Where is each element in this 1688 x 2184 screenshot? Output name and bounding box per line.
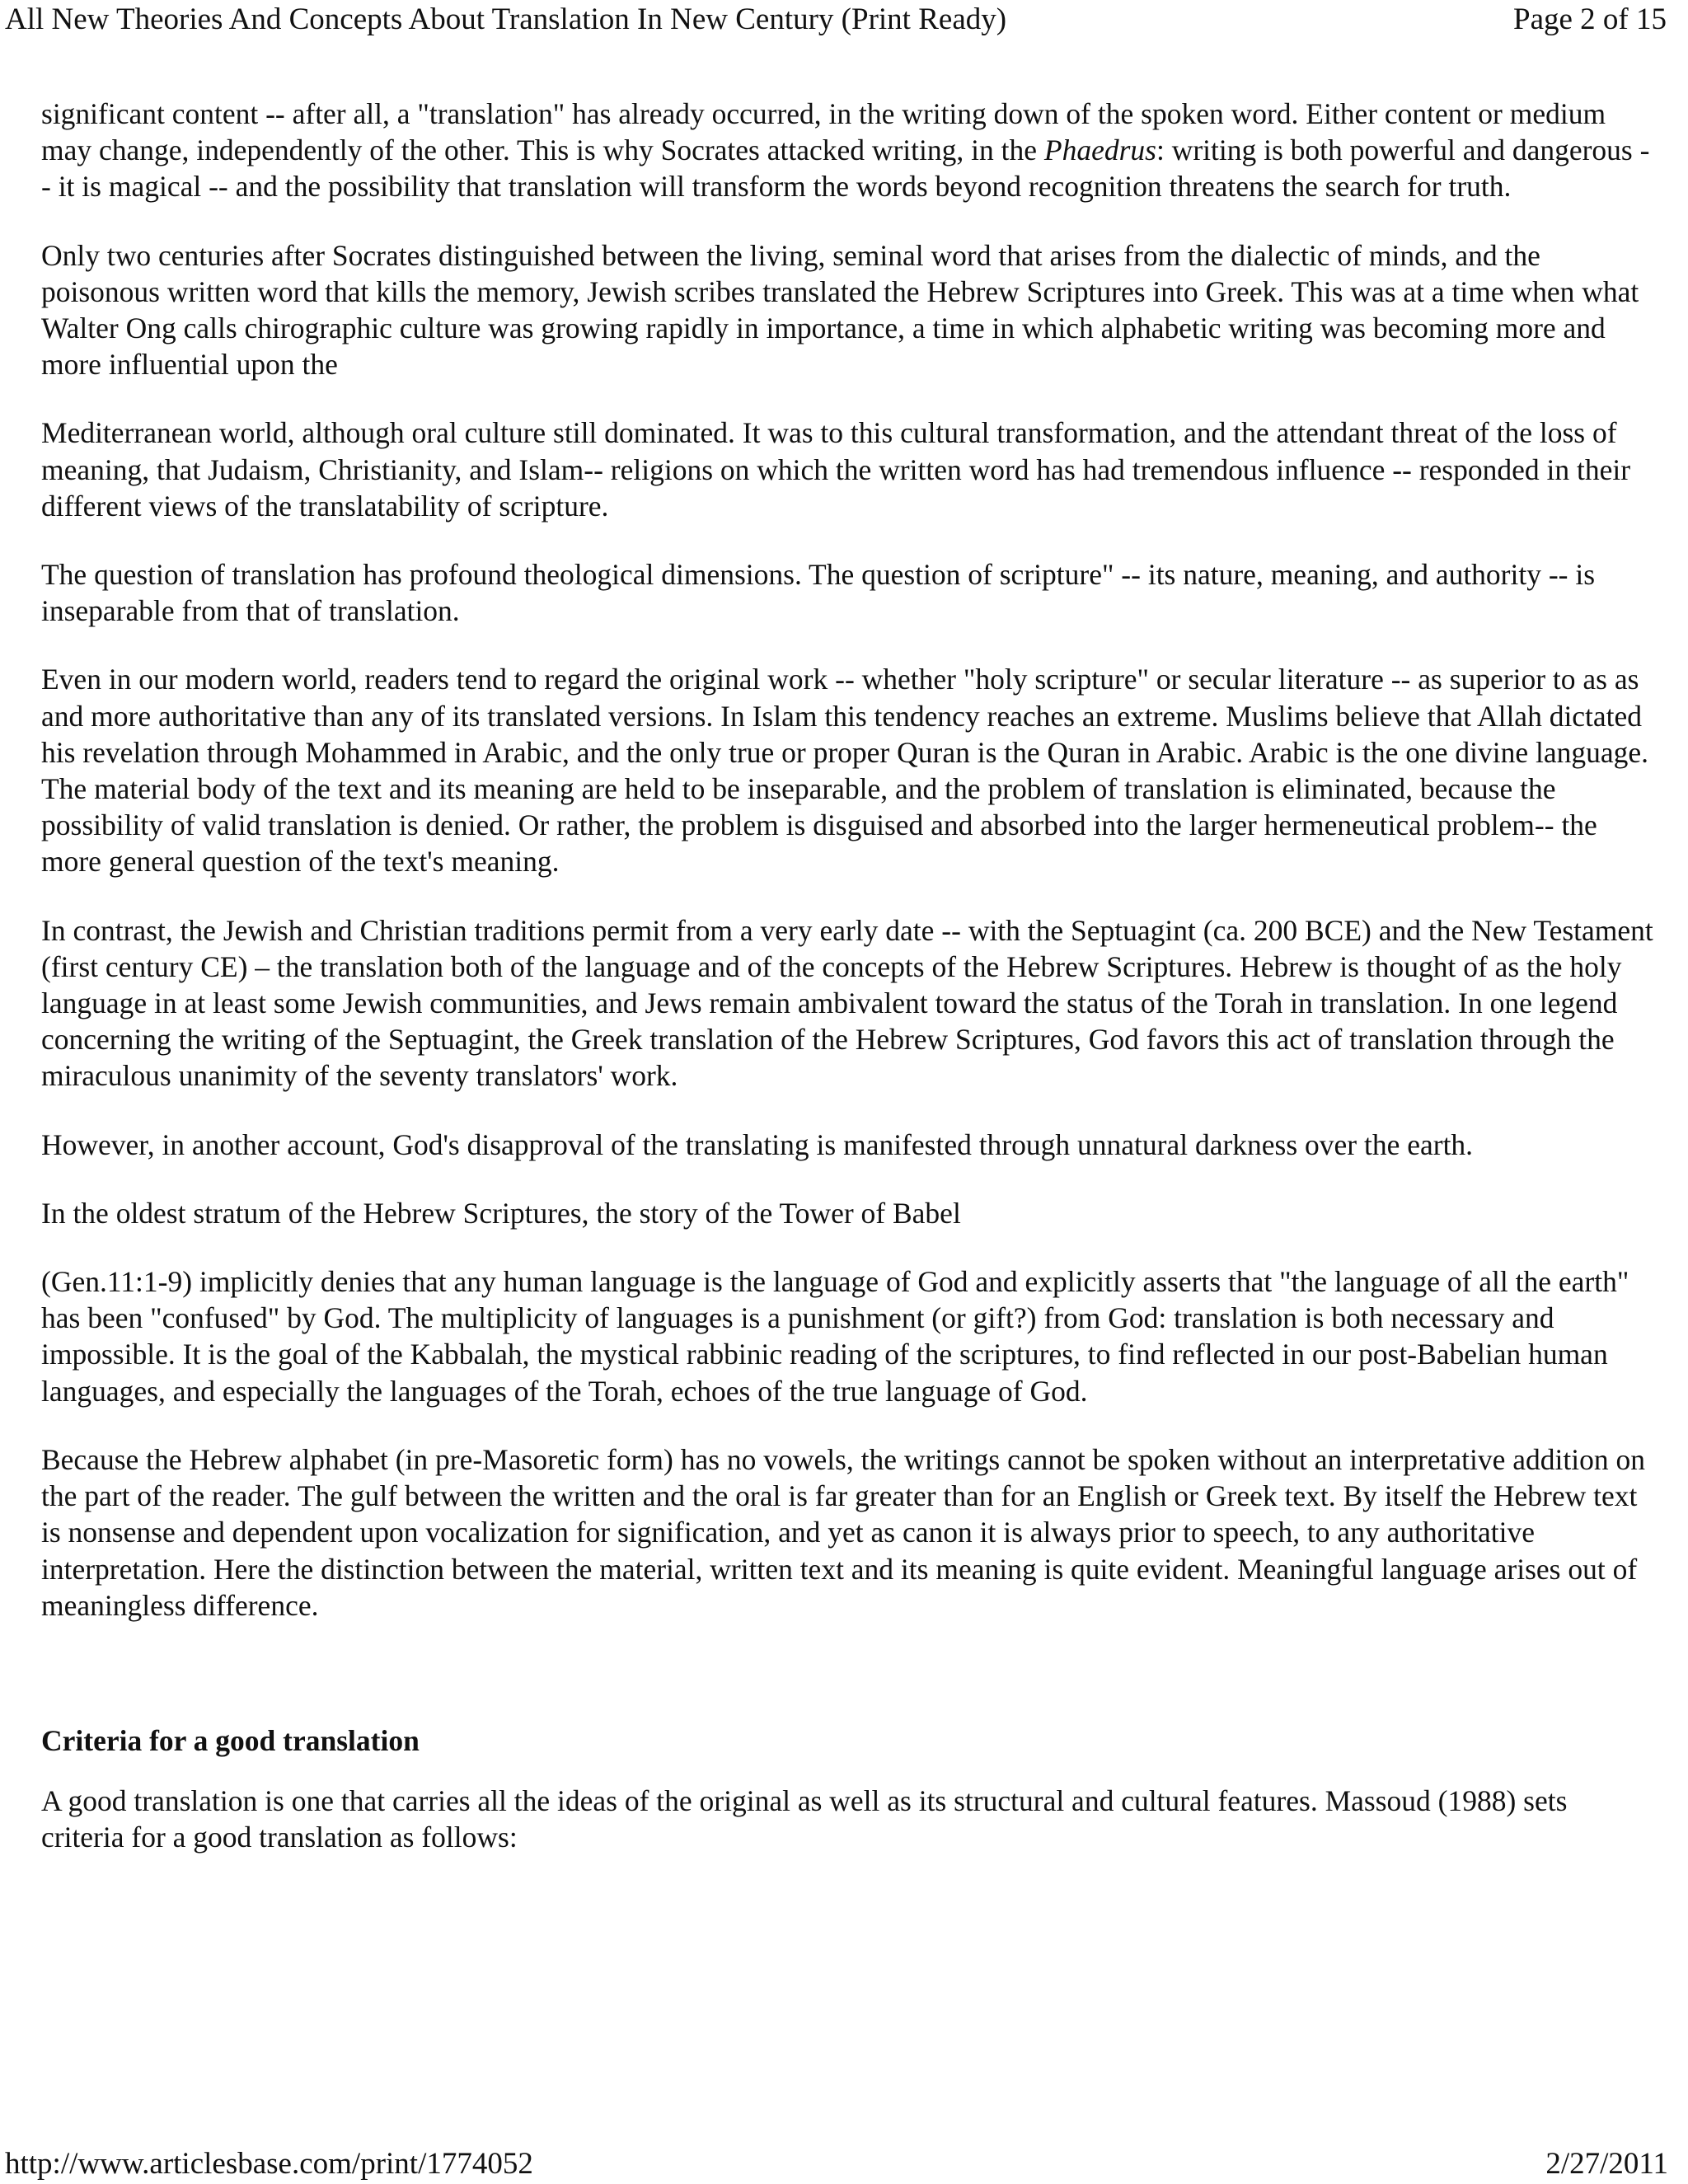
article-body	[41, 96, 1657, 1888]
print-footer	[0, 2146, 1688, 2184]
paragraph-7: However, in another account, God's disapproval of the translating is manifested through unnatural darkness over the earth.	[41, 1127, 1474, 1161]
paragraph-2: Only two centuries after Socrates distinguished between the living, seminal word that arises from the dialectic of minds, and the poisonous written word that kills the memory, Jewish scribes translated the Hebrew Scriptures into Greek. This was at a time when what Walter Ong calls chirographic culture was growing rapidly in importance, a time in which alphabetic writing was becoming more and more influential upon the	[41, 238, 1639, 382]
paragraph-5: Even in our modern world, readers tend to regard the original work -- whether "holy scripture" or secular literature -- as superior to as as and more authoritative than any of its translated versions. In Islam this tendency reaches an extreme. Muslims believe that Allah dictated his revelation through Mohammed in Arabic, and the only true or proper Quran is the Quran in Arabic. Arabic is the one divine language. The material body of the text and its meaning are held to be inseparable, and the problem of translation is eliminated, because the possibility of valid translation is denied. Or rather, the problem is disguised and absorbed into the larger hermeneutical problem-- the more general question of the text's meaning.	[41, 663, 1649, 879]
section-heading: Criteria for a good translation	[41, 1723, 420, 1757]
paragraph-11: A good translation is one that carries all the ideas of the original as well as its structural and cultural features. Massoud (1988) sets criteria for a good translation as follows:	[41, 1784, 1568, 1854]
paragraph-1	[41, 96, 1657, 205]
paragraph-8: In the oldest stratum of the Hebrew Scriptures, the story of the Tower of Babel	[41, 1196, 961, 1230]
paragraph-9: (Gen.11:1-9) implicitly denies that any human language is the language of God and explicitly asserts that "the language of all the earth" has been "confused" by God. The multiplicity of languages is a punishment (or gift?) from God: translation is both necessary and impossible. It is the goal of the Kabbalah, the mystical rabbinic reading of the scriptures, to find reflected in our post-Babelian human languages, and especially the languages of the Torah, echoes of the true language of God.	[41, 1265, 1629, 1408]
source-url: http://www.articlesbase.com/print/1774052	[5, 2147, 533, 2181]
paragraph-4: The question of translation has profound theological dimensions. The question of scripture" -- its nature, meaning, and authority -- is inseparable from that of translation.	[41, 558, 1596, 628]
paragraph-6: In contrast, the Jewish and Christian traditions permit from a very early date -- with the Septuagint (ca. 200 BCE) and the New Testament (first century CE) – the translation both of the language and of the concepts of the Hebrew Scriptures. Hebrew is thought of as the holy language in at least some Jewish communities, and Jews remain ambivalent toward the status of the Torah in translation. In one legend concerning the writing of the Septuagint, the Greek translation of the Hebrew Scriptures, God favors this act of translation through the miraculous unanimity of the seventy translators' work.	[41, 913, 1653, 1093]
paragraph-1-text-b: : writing is both powerful and dangerous -- it is magical -- and the possibility that translation will transform the words beyond recognition threatens the search for truth.	[41, 134, 1650, 204]
print-date: 2/27/2011	[1545, 2147, 1668, 2181]
paragraph-1-text-a: significant content -- after all, a "translation" has already occurred, in the writing down of the spoken word. Either content or medium may change, independently of the other. This is why Socrates attacked writing, in the	[41, 97, 1606, 167]
print-header	[0, 0, 1688, 43]
phaedrus-title: Phaedrus	[1043, 134, 1156, 167]
paragraph-3: Mediterranean world, although oral culture still dominated. It was to this cultural transformation, and the attendant threat of the loss of meaning, that Judaism, Christianity, and Islam-- religions on which the written word has had tremendous influence -- responded in their different views of the translatability of scripture.	[41, 416, 1631, 523]
paragraph-10: Because the Hebrew alphabet (in pre-Masoretic form) has no vowels, the writings cannot be spoken without an interpretative addition on the part of the reader. The gulf between the written and the oral is far greater than for an English or Greek text. By itself the Hebrew text is nonsense and dependent upon vocalization for signification, and yet as canon it is always prior to speech, to any authoritative interpretation. Here the distinction between the material, written text and its meaning is quite evident. Meaningful language arises out of meaningless difference.	[41, 1442, 1645, 1622]
page-indicator: Page 2 of 15	[1513, 2, 1667, 36]
document-title: All New Theories And Concepts About Translation In New Century (Print Ready)	[5, 2, 1007, 36]
